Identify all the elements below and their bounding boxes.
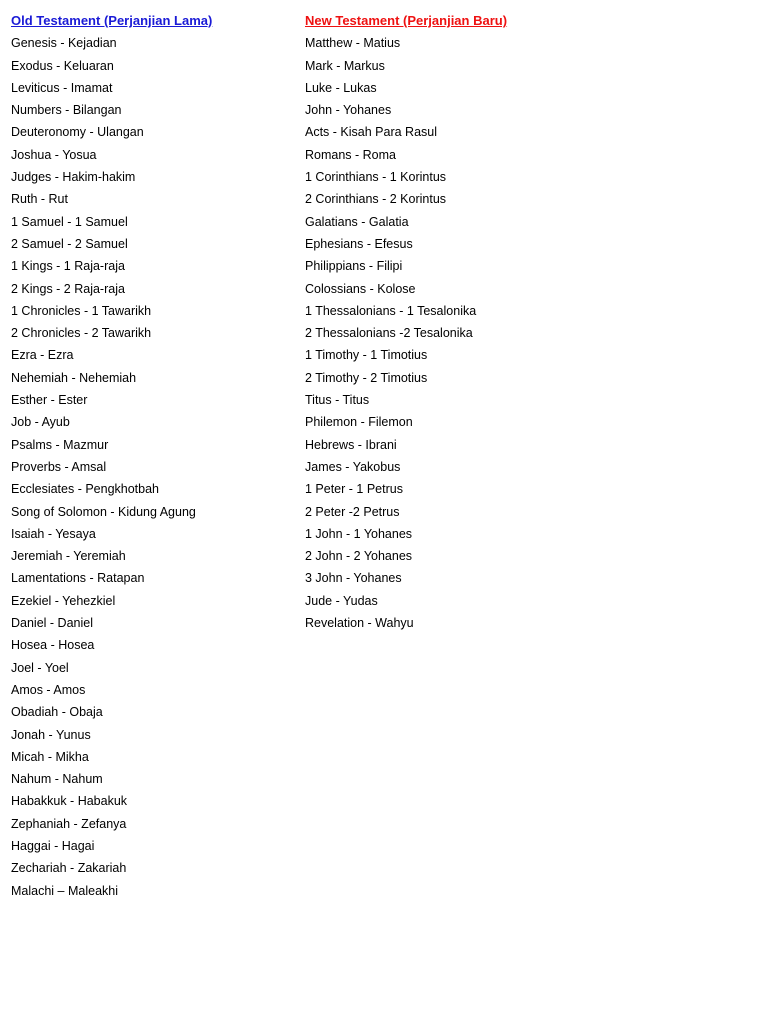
book-list-item: James - Yakobus — [305, 459, 401, 474]
book-list-item: 1 Corinthians - 1 Korintus — [305, 170, 447, 185]
book-list-item: Joel - Yoel — [11, 660, 69, 675]
book-list-item: Numbers - Bilangan — [11, 103, 122, 118]
book-list-item: Philemon - Filemon — [305, 415, 413, 430]
book-list-item: Philippians - Filipi — [305, 259, 403, 274]
book-list-item: Matthew - Matius — [305, 36, 401, 51]
book-list-item: 1 John - 1 Yohanes — [305, 526, 413, 541]
book-list-item: Joshua - Yosua — [11, 147, 97, 162]
book-list-item: 3 John - Yohanes — [305, 571, 402, 586]
book-list-item: Micah - Mikha — [11, 749, 89, 764]
book-list-item: Acts - Kisah Para Rasul — [305, 125, 437, 140]
new-testament-heading-link[interactable]: New Testament (Perjanjian Baru) — [305, 13, 508, 28]
book-list-item: Deuteronomy - Ulangan — [11, 125, 144, 140]
book-list-item: Mark - Markus — [305, 58, 385, 73]
book-list-item: 1 Samuel - 1 Samuel — [11, 214, 128, 229]
book-list-item: Esther - Ester — [11, 393, 88, 408]
book-list-item: 1 Thessalonians - 1 Tesalonika — [305, 303, 477, 318]
book-list-item: Job - Ayub — [11, 415, 70, 430]
book-list-item: Revelation - Wahyu — [305, 616, 414, 631]
book-list-item: Zechariah - Zakariah — [11, 861, 127, 876]
book-list-item: Genesis - Kejadian — [11, 36, 117, 51]
book-list-item: Ezekiel - Yehezkiel — [11, 593, 116, 608]
book-list-item: Habakkuk - Habakuk — [11, 794, 128, 809]
book-list-item: Luke - Lukas — [305, 80, 377, 95]
book-list-item: Ruth - Rut — [11, 192, 68, 207]
book-list-item: Colossians - Kolose — [305, 281, 416, 296]
book-list-item: Ephesians - Efesus — [305, 236, 413, 251]
book-list-item: Titus - Titus — [305, 393, 370, 408]
book-list-item: Hosea - Hosea — [11, 638, 95, 653]
new-testament-book-list — [305, 32, 595, 634]
book-list-item: 2 Samuel - 2 Samuel — [11, 236, 128, 251]
book-list-item: Zephaniah - Zefanya — [11, 816, 127, 831]
book-list-item: 2 Corinthians - 2 Korintus — [305, 192, 447, 207]
book-list-item: Ecclesiates - Pengkhotbah — [11, 482, 160, 497]
book-list-item: Nehemiah - Nehemiah — [11, 370, 137, 385]
book-list-item: 1 Timothy - 1 Timotius — [305, 348, 428, 363]
book-list-item: Daniel - Daniel — [11, 616, 93, 631]
new-testament-column — [305, 10, 595, 634]
book-list-item: 2 Thessalonians -2 Tesalonika — [305, 326, 473, 341]
book-list-item: 2 Chronicles - 2 Tawarikh — [11, 326, 152, 341]
book-list-item: Psalms - Mazmur — [11, 437, 109, 452]
book-list-item: Ezra - Ezra — [11, 348, 74, 363]
book-list-item: Hebrews - Ibrani — [305, 437, 397, 452]
book-list-item: Song of Solomon - Kidung Agung — [11, 504, 196, 519]
book-list-item: 1 Chronicles - 1 Tawarikh — [11, 303, 152, 318]
book-list-item: 2 Timothy - 2 Timotius — [305, 370, 428, 385]
book-list-item: 2 John - 2 Yohanes — [305, 549, 413, 564]
book-list-item: Isaiah - Yesaya — [11, 526, 96, 541]
old-testament-heading-link[interactable]: Old Testament (Perjanjian Lama) — [11, 13, 213, 28]
book-list-item: Proverbs - Amsal — [11, 459, 107, 474]
book-list-item: Obadiah - Obaja — [11, 705, 103, 720]
book-list-item: Malachi – Maleakhi — [11, 883, 118, 898]
book-list-item: 2 Peter -2 Petrus — [305, 504, 400, 519]
book-list-item: Jonah - Yunus — [11, 727, 91, 742]
book-list-item: John - Yohanes — [305, 103, 392, 118]
book-list-item: Exodus - Keluaran — [11, 58, 114, 73]
book-list-item: Romans - Roma — [305, 147, 396, 162]
book-list-item: Leviticus - Imamat — [11, 80, 113, 95]
book-list-item: 2 Kings - 2 Raja-raja — [11, 281, 125, 296]
old-testament-book-list — [11, 32, 301, 902]
book-list-item: 1 Peter - 1 Petrus — [305, 482, 403, 497]
book-list-item: Jeremiah - Yeremiah — [11, 549, 126, 564]
book-list-item: Lamentations - Ratapan — [11, 571, 145, 586]
old-testament-column — [11, 10, 301, 902]
book-list-item: Haggai - Hagai — [11, 838, 95, 853]
book-list-item: 1 Kings - 1 Raja-raja — [11, 259, 125, 274]
book-list-item: Judges - Hakim-hakim — [11, 170, 136, 185]
book-list-item: Nahum - Nahum — [11, 772, 103, 787]
book-list-item: Jude - Yudas — [305, 593, 378, 608]
book-list-item: Galatians - Galatia — [305, 214, 409, 229]
book-list-item: Amos - Amos — [11, 682, 86, 697]
